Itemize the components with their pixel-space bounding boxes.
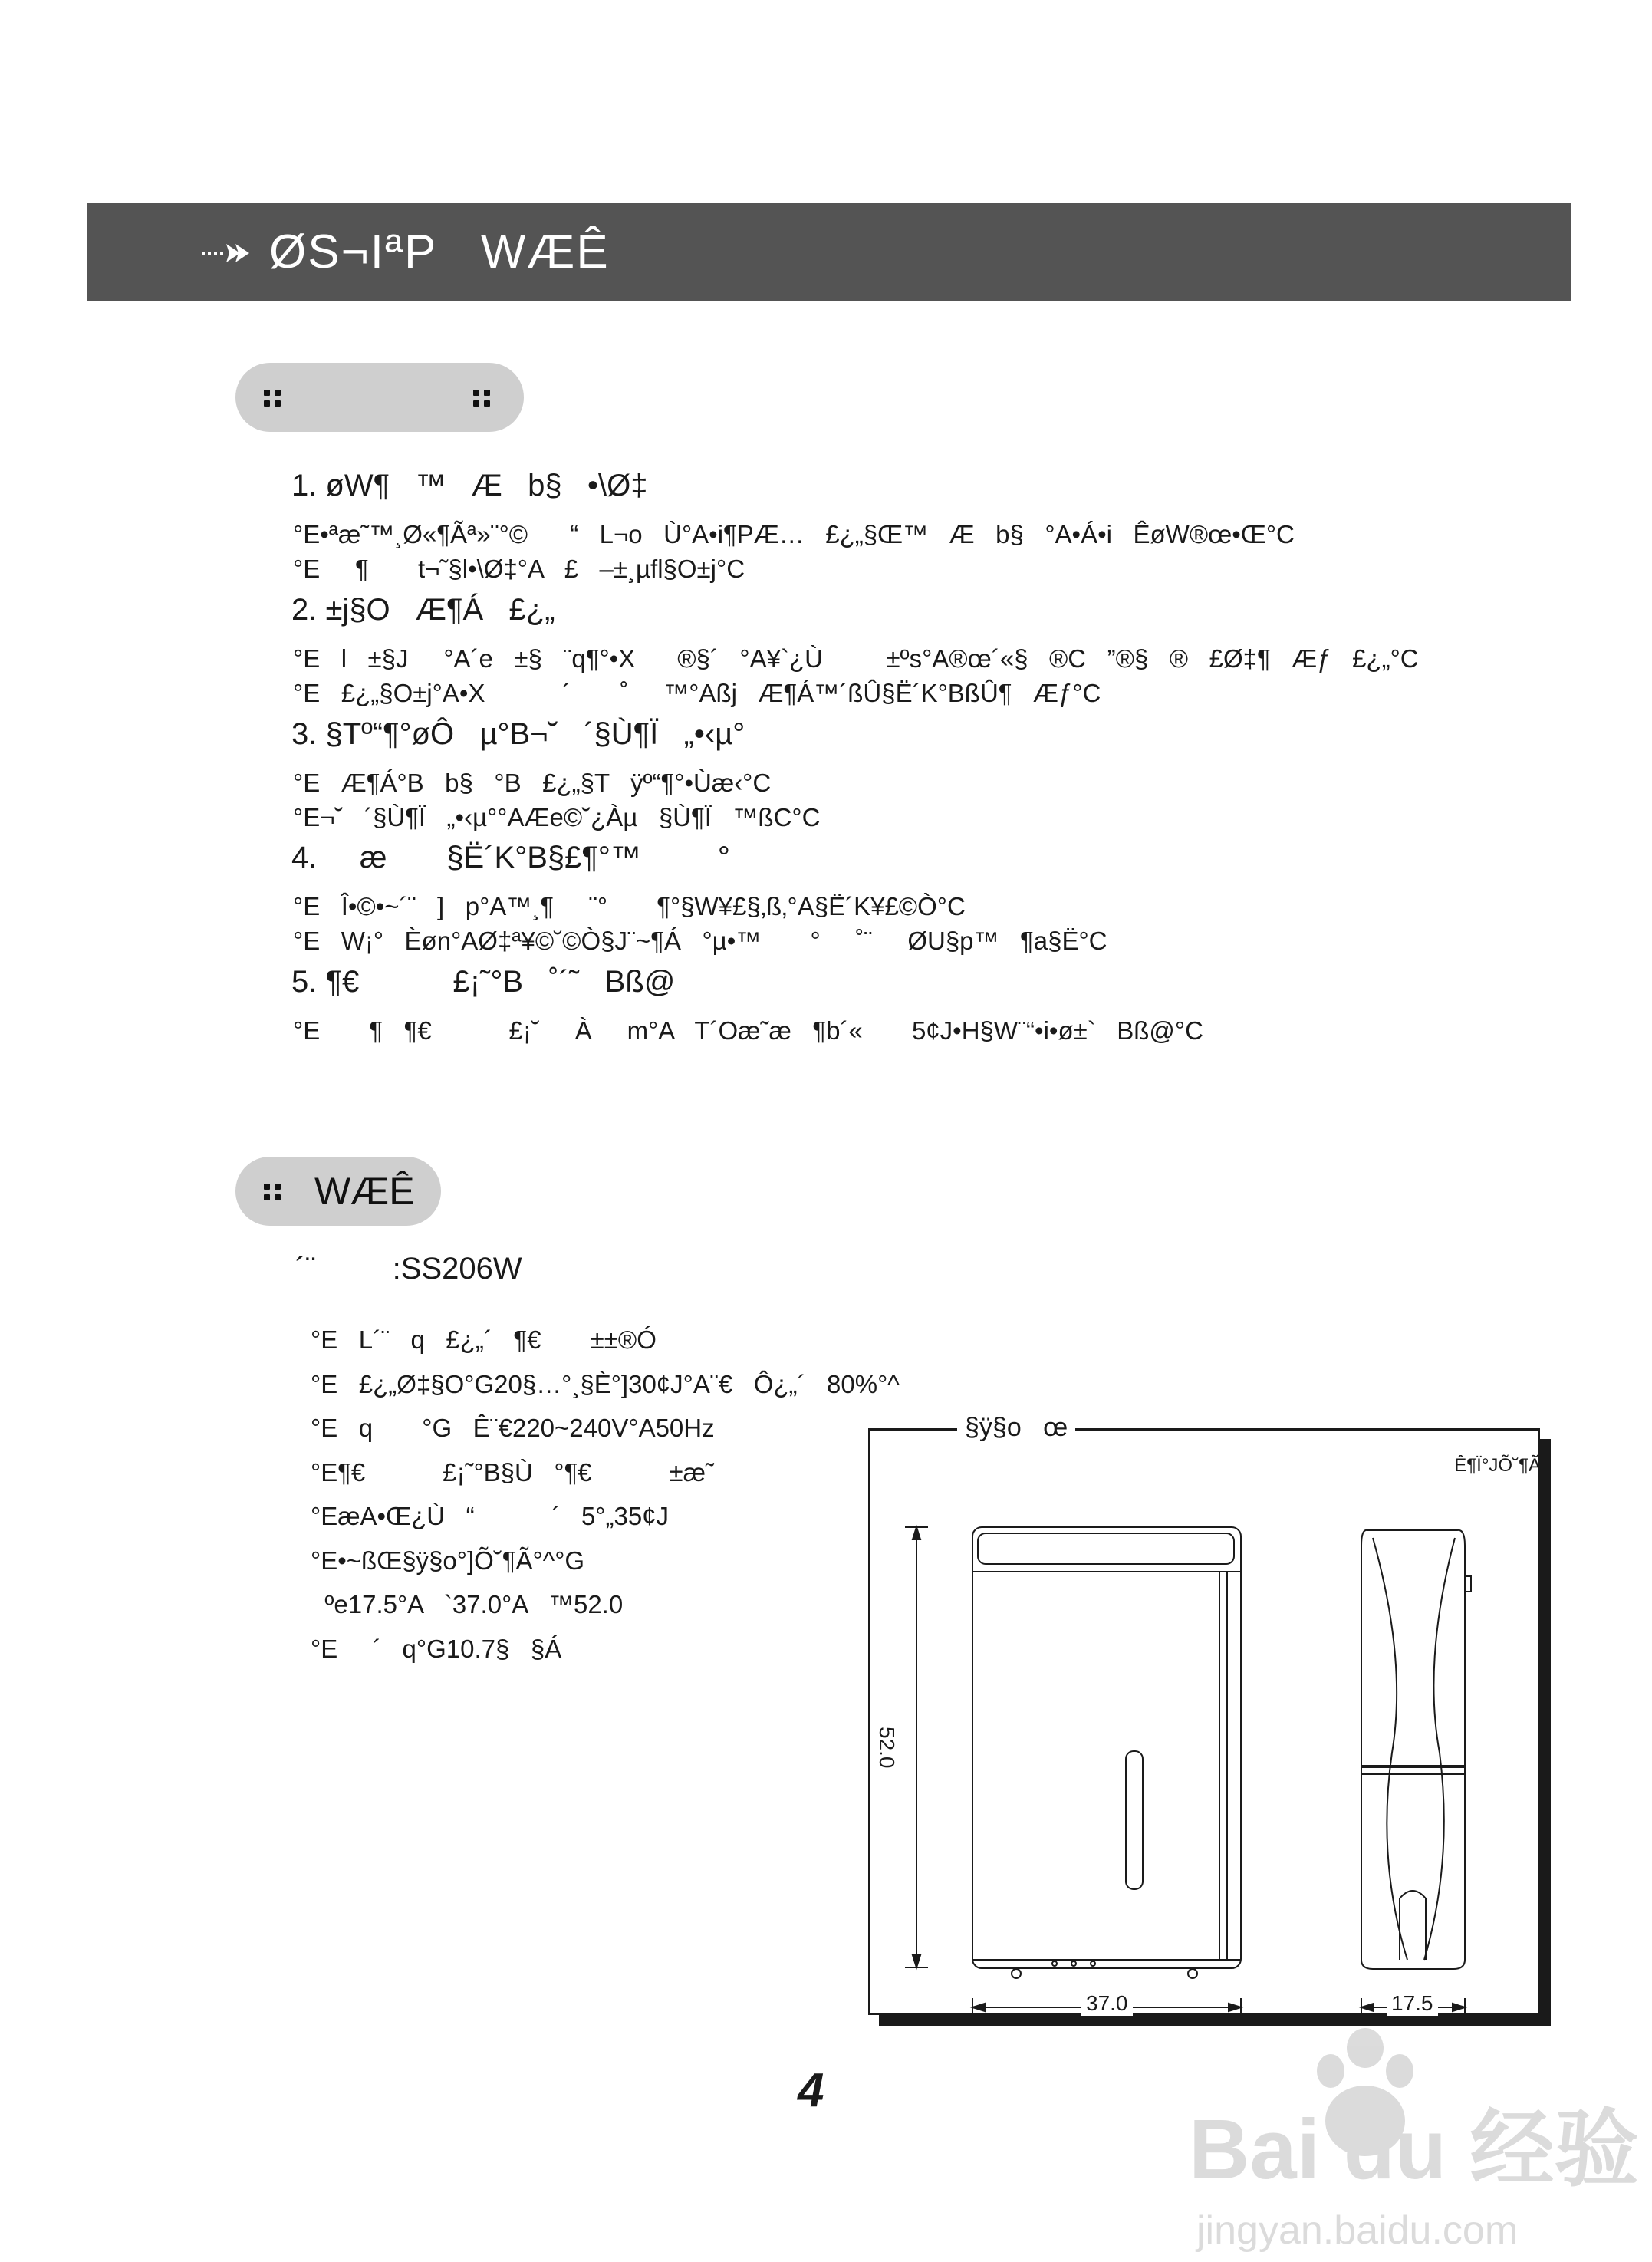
- spec-line: °E L´¨ q £¿„´ ¶€ ±±®Ó: [311, 1325, 657, 1354]
- feature-line: °E•ªæ˜™¸Ø«¶Ãª»¨°© “ L¬o Ù°A•i¶PÆ… £¿„§Œ™ Æ b§ °A•Á•i ÊøW®œ•Œ°C: [293, 520, 1295, 548]
- feature-title: 5. ¶€ £¡˜°B ˚´˜ Bß@: [291, 965, 676, 999]
- feature-line: °E W¡° Èøn°AØ‡ª¥©˘©Ò§J¨~¶Á °µ•™ ° ˚¨ ØU§p™ ¶a§Ë°C: [293, 927, 1107, 955]
- page-number: 4: [798, 2064, 824, 2117]
- feature-title: 4. æ §Ë´K°B§£¶°™ °: [291, 841, 730, 874]
- feature-line: °E £¿„§O±j°A•X ´ ˚ ™°Aßj Æ¶Á™´ßÛ§Ë´K°BßÛ¶ Æƒ°C: [293, 679, 1101, 707]
- dots-icon: [262, 1180, 284, 1202]
- water-level-window: [1126, 1751, 1143, 1889]
- width-dimension-label: 37.0: [1081, 1991, 1133, 2016]
- depth-dimension-label: 17.5: [1387, 1991, 1438, 2016]
- feature-line: °E Æ¶Á°B b§ °B £¿„§T ÿº“¶°•Ùæ‹°C: [293, 769, 772, 797]
- spec-line: °E•~ßŒ§ÿ§o°]Õ˘¶Ã°^°G: [311, 1546, 585, 1575]
- dimension-diagram-title: §ÿ§o œ: [957, 1413, 1075, 1443]
- height-dimension-label: 52.0: [874, 1722, 899, 1773]
- arrow-dots-icon: [202, 240, 262, 266]
- feature-item-5: [291, 963, 1203, 1048]
- feature-title: 2. ±j§O Æ¶Á £¿„: [291, 593, 555, 627]
- feature-line: °E l ±§J °A´e ±§ ¨q¶°•X ®§´ °A¥`¿Ù ±ºs°A®œ´«§ ®C ”®§ ® £Ø‡¶ Æƒ £¿„°C: [293, 644, 1419, 673]
- spec-line: ºe17.5°A `37.0°A ™52.0: [311, 1590, 624, 1618]
- dots-icon: [472, 387, 493, 408]
- features-pill: [235, 363, 524, 432]
- dimension-diagram-frame: [868, 1428, 1540, 2015]
- feature-title: 3. §Tº“¶°øÔ µ°B¬˘ ´§Ù¶Ï „•‹µ°: [291, 717, 745, 751]
- side-body-outline: [1361, 1530, 1465, 1969]
- dots-icon: [262, 387, 284, 408]
- spec-line: °E £¿„Ø‡§O°G20§…°¸§È°]30¢J°A¨€ Ô¿„´ 80%°^: [311, 1369, 900, 1398]
- front-body-outline: [972, 1527, 1241, 1968]
- feature-line: °E Î•©•~´¨ ] p°A™¸¶ ¨° ¶°§W¥£§‚ß‚°A§Ë´K¥£©Ò°C: [293, 892, 966, 920]
- spec-line: °EæA•Œ¿Ù “ ´ 5°„35¢J: [311, 1502, 670, 1530]
- section-header-bar: [87, 203, 1571, 301]
- specs-pill-label: WÆÊ: [314, 1170, 415, 1213]
- spec-line: °E q °G Ê¨€220~240V°A50Hz: [311, 1414, 715, 1442]
- feature-line: °E ¶ ¶€ £¡˘ À m°A T´Oæ˜æ ¶b´« 5¢J•H§W¨“•i•ø±` Bß@°C: [293, 1016, 1203, 1045]
- front-handle: [978, 1533, 1234, 1564]
- dehumidifier-drawing: [870, 1431, 1538, 2013]
- spec-model: ´¨ :SS206W: [295, 1252, 522, 1286]
- spec-line: °E¶€ £¡˜°B§Ù °¶€ ±æ˜: [311, 1457, 714, 1487]
- watermark-brand: Bai du 经验: [1189, 2102, 1639, 2197]
- feature-item-1: [291, 466, 1295, 586]
- baidu-jingyan-watermark: [1166, 2025, 1639, 2255]
- spec-line: °E ´ q°G10.7§ §Á: [311, 1634, 562, 1663]
- spec-list: [311, 1318, 900, 1671]
- specs-pill: [235, 1157, 441, 1226]
- feature-item-4: [291, 838, 1107, 958]
- feature-line: °E ¶ t¬˜§l•\Ø‡°A £ –±¸µfl§O±j°C: [293, 555, 745, 583]
- feature-title: 1. øW¶ ™ Æ b§ •\Ø‡: [291, 469, 648, 502]
- feature-item-2: [291, 591, 1419, 710]
- dimension-unit: Ê¶Ï°JÕ˘¶Ã: [1454, 1455, 1541, 1476]
- page-title: ØS¬IªP WÆÊ: [269, 226, 610, 278]
- watermark-url: jingyan.baidu.com: [1196, 2208, 1519, 2253]
- feature-item-3: [291, 715, 820, 835]
- feature-line: °E¬˘ ´§Ù¶Ï „•‹µ°°AÆe©˘¿Àµ §Ù¶Ï ™ßC°C: [293, 803, 821, 831]
